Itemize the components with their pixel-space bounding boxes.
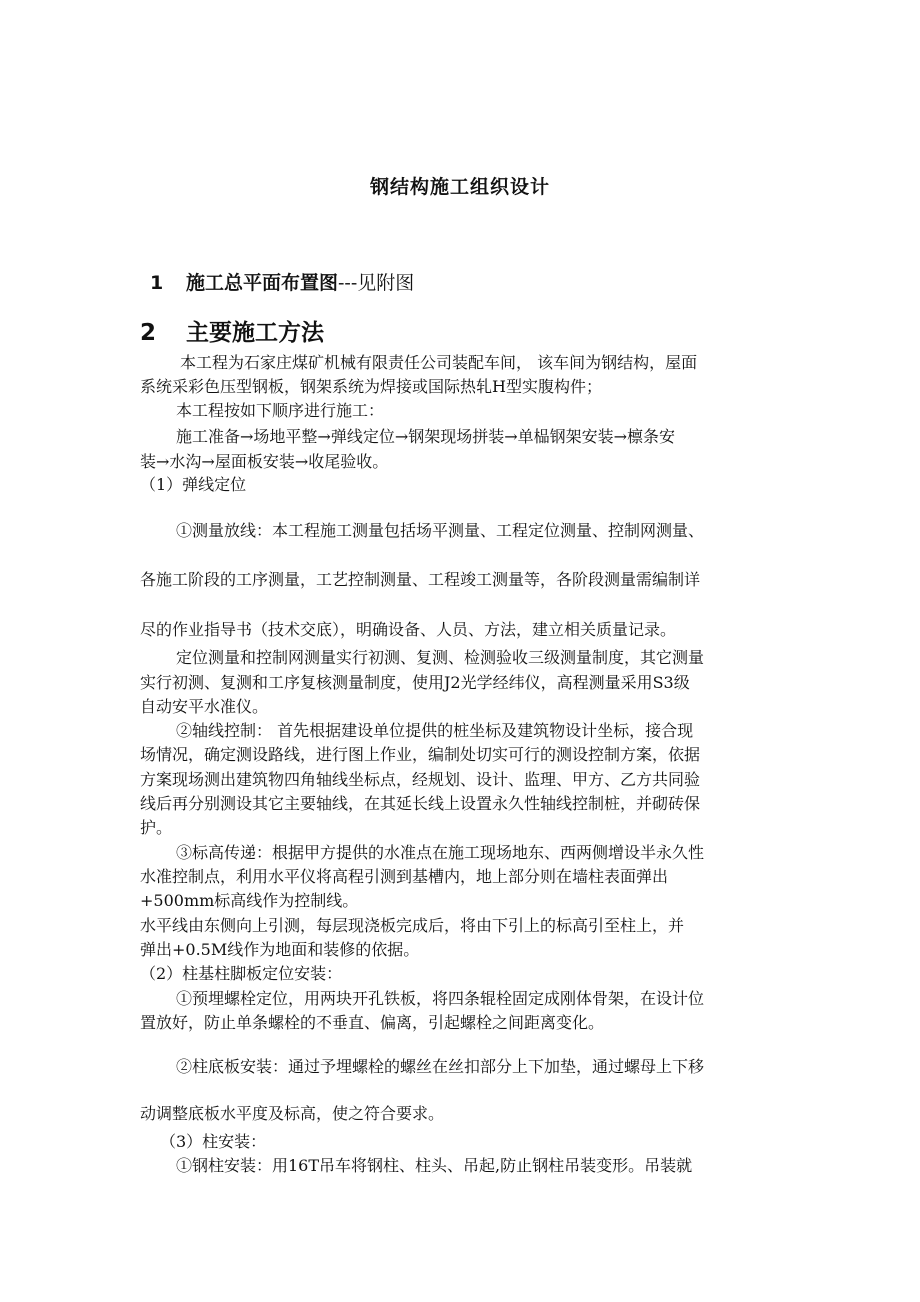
body-line: 置放好，防止单条螺栓的不垂直、偏离，引起螺栓之间距离变化。 bbox=[140, 1013, 605, 1032]
body-line: 定位测量和控制网测量实行初测、复测、检测验收三级测量制度，其它测量 bbox=[176, 648, 705, 667]
body-line: 各施工阶段的工序测量，工艺控制测量、工程竣工测量等，各阶段测量需编制详 bbox=[140, 570, 701, 589]
section-title: 主要施工方法 bbox=[186, 320, 324, 346]
body-line: 动调整底板水平度及标高，使之符合要求。 bbox=[140, 1104, 445, 1123]
subsection-heading: （2）柱基柱脚板定位安装： bbox=[140, 964, 343, 983]
body-line: +500mm标高线作为控制线。 bbox=[140, 891, 359, 910]
body-line: 实行初测、复测和工序复核测量制度，使用J2光学经纬仪，高程测量采用S3级 bbox=[140, 673, 690, 692]
body-line: ③标高传递：根据甲方提供的水准点在施工现场地东、西两侧增设半永久性 bbox=[176, 843, 705, 862]
body-line: 自动安平水准仪。 bbox=[140, 697, 269, 716]
body-line: 线后再分别测设其它主要轴线，在其延长线上设置永久性轴线控制桩，并砌砖保 bbox=[140, 794, 701, 813]
body-line: 系统采彩色压型钢板，钢架系统为焊接或国际热轧H型实腹构件； bbox=[140, 377, 602, 396]
document-title: 钢结构施工组织设计 bbox=[369, 176, 550, 198]
body-line: 施工准备→场地平整→弹线定位→钢架现场拼装→单榀钢架安装→檩条安 bbox=[176, 427, 676, 446]
subsection-heading: （1）弹线定位 bbox=[140, 475, 247, 494]
body-line: 本工程为石家庄煤矿机械有限责任公司装配车间， 该车间为钢结构，屋面 bbox=[180, 353, 698, 372]
body-line: ①钢柱安装：用16T吊车将钢柱、柱头、吊起,防止钢柱吊装变形。吊装就 bbox=[176, 1156, 693, 1175]
section-heading-2 bbox=[140, 314, 324, 347]
subsection-heading: （3）柱安装： bbox=[160, 1132, 267, 1151]
body-line: 水平线由东侧向上引测，每层现浇板完成后，将由下引上的标高引至柱上，并 bbox=[140, 916, 685, 935]
body-line: ①测量放线：本工程施工测量包括场平测量、工程定位测量、控制网测量、 bbox=[176, 521, 705, 540]
body-line: ②轴线控制： 首先根据建设单位提供的桩坐标及建筑物设计坐标，接合现 bbox=[176, 721, 694, 740]
body-line: ①预埋螺栓定位，用两块开孔铁板，将四条辊栓固定成刚体骨架，在设计位 bbox=[176, 989, 705, 1008]
section-suffix: ---见附图 bbox=[338, 272, 415, 294]
body-line: 护。 bbox=[140, 818, 173, 837]
section-title: 施工总平面布置图 bbox=[186, 272, 339, 294]
body-line: 方案现场测出建筑物四角轴线坐标点，经规划、设计、监理、甲方、乙方共同验 bbox=[140, 770, 701, 789]
body-line: 本工程按如下顺序进行施工： bbox=[176, 401, 385, 420]
body-line: 弹出+0.5M线作为地面和装修的依据。 bbox=[140, 940, 420, 959]
body-line: 水准控制点，利用水平仪将高程引测到基槽内，地上部分则在墙柱表面弹出 bbox=[140, 867, 669, 886]
body-line: 装→水沟→屋面板安装→收尾验收。 bbox=[140, 452, 389, 471]
body-line: 场情况，确定测设路线，进行图上作业，编制处切实可行的测设控制方案，依据 bbox=[140, 745, 701, 764]
body-line: 尽的作业指导书（技术交底），明确设备、人员、方法，建立相关质量记录。 bbox=[140, 620, 677, 639]
body-line: ②柱底板安装：通过予埋螺栓的螺丝在丝扣部分上下加垫，通过螺母上下移 bbox=[176, 1057, 705, 1076]
section-number: 1 bbox=[150, 272, 164, 294]
section-number: 2 bbox=[140, 320, 157, 346]
section-heading-1 bbox=[150, 268, 414, 295]
